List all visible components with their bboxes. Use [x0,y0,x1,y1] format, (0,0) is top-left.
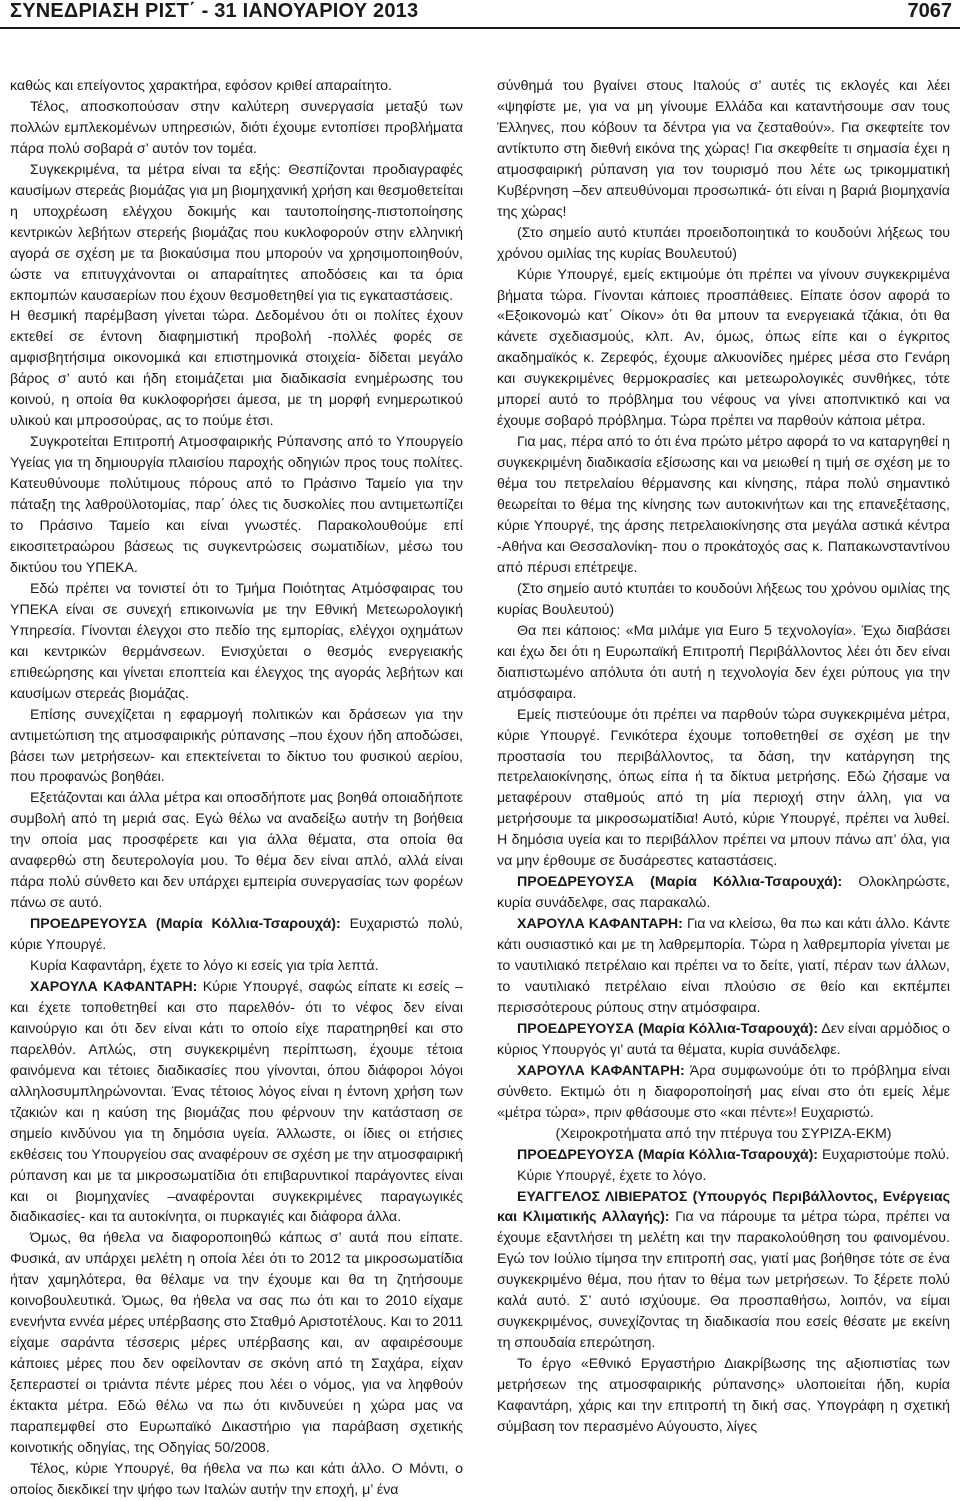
paragraph: Συγκροτείται Επιτροπή Ατμοσφαιρικής Ρύπανσης από το Υπουργείο Υγείας για τη δημιουργία πλαισίου παροχής οδηγιών προς τους πολίτες. Κατευθύνουμε πολύτιμους πόρους από το Πράσινο Ταμείο για την πάταξη της λαθροϋλοτομίας, παρ΄ όλες τις δυσκολίες που αντιμετωπίζει το Πράσινο Ταμείο και είναι γνωστές. Παρακολουθούμε επί εικοσιτετραώρου βάσεως τις συγκεντρώσεις σωματιδίων, μέσω του δικτύου του ΥΠΕΚΑ. [10,434,463,576]
speaker-name: ΠΡΟΕΔΡΕΥΟΥΣΑ (Μαρία Κόλλια-Τσαρουχά): [517,1020,819,1037]
speaker-name: ΠΡΟΕΔΡΕΥΟΥΣΑ (Μαρία Κόλλια-Τσαρουχά): [517,874,843,891]
page-number: 7067 [907,0,952,22]
speech-text: Ευχαριστούμε πολύ. [818,1146,950,1163]
left-column [10,76,463,1498]
paragraph: Κυρία Καφαντάρη, έχετε το λόγο κι εσείς για τρία λεπτά. [30,958,379,975]
speech-text: Ολοκληρώστε, κυρία συνάδελφε, σας παρακαλώ. [497,874,950,912]
paragraph: καθώς και επείγοντος χαρακτήρα, εφόσον κριθεί απαραίτητο. [10,78,392,94]
speaker-name: ΧΑΡΟΥΛΑ ΚΑΦΑΝΤΑΡΗ: [517,916,683,933]
speaker-name: ΠΡΟΕΔΡΕΥΟΥΣΑ (Μαρία Κόλλια-Τσαρουχά): [517,1146,819,1163]
speech [497,1145,950,1166]
stage-direction: (Στο σημείο αυτό κτυπάει το κουδούνι λήξεως του χρόνου ομιλίας της κυρίας Βουλευτού) [497,580,950,618]
speech [10,977,463,1228]
speech-text: Κύριε Υπουργέ, σαφώς είπατε κι εσείς –και έχετε τοποθετηθεί και στο παρελθόν- ότι το νέφος δεν είναι καινούργιο και ότι δεν είναι κάτι το οποίο είχε παρατηρηθεί και στο παρελθόν. Απλώς, στη συγκεκριμένη περίπτωση, έχουμε τέτοια φαινόμενα και τέτοιες διαδικασίες που γίνονται, όπου διάφοροι λόγοι αλληλοσυμπληρώνονται. Ένας τέτοιος λόγος είναι η έντονη χρήση των τζακιών και η καύση της βιομάζας που φέρνουν την κατάσταση σε σημείο κινδύνου για τη δημόσια υγεία. Άλλωστε, οι ίδιες οι ετήσιες εκθέσεις του Υπουργείου σας αναφέρουν σε σχέση με την ατμοσφαιρική ρύπανση και με τα μικροσωματίδια ότι επιβαρυντικοί παράγοντες είναι και οι βιομηχανίες –αναφέρονται συγκεκριμένες παραγωγικές διαδικασίες- και τα αυτοκίνητα, οι πυρκαγιές και διάφορα άλλα. [10,978,463,1226]
paragraph: Εδώ πρέπει να τονιστεί ότι το Τμήμα Ποιότητας Ατμόσφαιρας του ΥΠΕΚΑ είναι σε συνεχή επικοινωνία με την Εθνική Μετεωρολογική Υπηρεσία. Γίνονται έλεγχοι στο πεδίο της εμπορίας, ελέγχοι οχημάτων και κεντρικών θερμάνσεων. Ενισχύεται ο θεσμός ενεργειακής επιθεώρησης και γίνεται εποπτεία και έλεγχος της αγοράς λεβήτων και καυσίμων στερεάς βιομάζας. [10,580,463,702]
paragraph: Εξετάζονται και άλλα μέτρα και οποσδήποτε μας βοηθά οποιαδήποτε συμβολή από τη μεριά σας. Εγώ θέλω να αναδείξω αυτήν τη βοήθεια την οποία μας προσφέρετε και για άλλα θέματα, στα οποία θα αναφερθώ στη δευτερολογία μου. Το θέμα δεν είναι απλό, αλλά είναι πάρα πολύ σύνθετο και δεν υπάρχει εμπειρία συνεργασίας των φορέων πάνω σε αυτό. [10,790,463,912]
speech-text: Για να κλείσω, θα πω και κάτι άλλο. Κάντε κάτι ουσιαστικό και με τη λαθρεμπορία. Τώρα η λαθρεμπορία γίνεται με το ναυτιλιακό πετρέλαιο και πρέπει να το δείτε, γιατί, πέραν των άλλων, το ναυτιλιακό πετρέλαιο είναι πλούσιο σε θείο και εκπέμπει περισσότερους ρύπους στην ατμόσφαιρα. [497,916,951,1016]
speaker-name: ΕΥΑΓΓΕΛΟΣ ΛΙΒΙΕΡΑΤΟΣ (Υπουργός Περιβάλλοντος, Ενέργειας και Κλιματικής Αλλαγής): [497,1188,950,1226]
page-header [0,0,960,28]
paragraph: Επίσης συνεχίζεται η εφαρμογή πολιτικών και δράσεων για την αντιμετώπιση της ατμοσφαιρικής ρύπανσης –που έχουν ήδη αποδώσει, βάσει των μετρήσεων- και επεκτείνεται το δίκτυο του φυσικού αερίου, που προφανώς βοηθάει. [10,706,463,786]
speech [497,1061,950,1124]
paragraph: Συγκεκριμένα, τα μέτρα είναι τα εξής: Θεσπίζονται προδιαγραφές καυσίμων στερεάς βιομάζας για μη βιομηχανική χρήση και θεσμοθετείται η υποχρέωση ελέγχου δοκιμής και ταυτοποίησης-πιστοποίησης κεντρικών λεβήτων στερεής βιομάζας που κυκλοφορούν στην ελληνική αγορά σε σχέση με τα βιοκαύσιμα που μπορούν να χρησιμοποιηθούν, ώστε να επιτυγχάνονται οι απαραίτητες αποδόσεις και τα όρια εκπομπών καυσαερίων που έχουν θεσμοθετηθεί για τις εγκαταστάσεις. [10,161,463,304]
paragraph: Τέλος, κύριε Υπουργέ, θα ήθελα να πω και κάτι άλλο. Ο Μόντι, ο οποίος διεκδικεί την ψήφο των Ιταλών αυτήν την εποχή, μ’ ένα [10,1460,463,1498]
speech-text: Ευχαριστώ πολύ, κύριε Υπουργέ. [10,916,463,954]
speaker-name: ΧΑΡΟΥΛΑ ΚΑΦΑΝΤΑΡΗ: [517,1062,685,1079]
paragraph: Κύριε Υπουργέ, εμείς εκτιμούμε ότι πρέπει να γίνουν συγκεκριμένα βήματα τώρα. Γίνονται κάποιες προσπάθειες. Είπατε όσον αφορά το «Εξοικονομώ κατ΄ Οίκον» ότι θα μπουν τα ενεργειακά τζάκια, ότι θα κάνετε σχεδιασμούς, κλπ. Αν, όμως, όπως είπε και ο έγκριτος ακαδημαϊκός κ. Ζερεφός, έχουμε αλκυονίδες ημέρες μέσα στο Γενάρη και συγκεκριμένες θερμοκρασίες και μετεωρολογικές συνθήκες, τότε μπορεί αυτό το πρόβλημα του νέφους να γίνει αποπνικτικό και να έχουμε σοβαρό πρόβλημα. Τώρα πρέπει να παρθούν κάποια μέτρα. [497,266,950,430]
paragraph: Για μας, πέρα από το ότι ένα πρώτο μέτρο αφορά το να καταργηθεί η συγκεκριμένη διαδικασία εξίσωσης και να μειωθεί η τιμή σε σχέση με το θέμα του πετρελαίου θέρμανσης και κίνησης, πάρα πολύ σημαντικό θεωρείται το θέμα της κίνησης των αυτοκινήτων και της επανεξέτασης, κύριε Υπουργέ, της άρσης πετρελαιοκίνησης στα μεγάλα αστικά κέντρα -Αθήνα και Θεσσαλονίκη- που ο προκάτοχός σας κ. Παπακωνσταντίνου από πέρυσι επέτρεψε. [497,434,950,576]
speech-text: Για να πάρουμε τα μέτρα τώρα, πρέπει να έχουμε εξαντλήσει τη μελέτη και την παρακολούθηση του φαινομένου. Εγώ τον Ιούλιο τίμησα την επιτροπή σας, γιατί μας βοήθησε τότε σε ένα συγκεκριμένο θέμα, που ήταν το θέμα των μετρήσεων. Το ξέρετε πολύ καλά αυτό. Σ’ αυτό ισχύουμε. Θα προσπαθήσω, λοιπόν, να είμαι συγκεκριμένος, συνεχίζοντας τη διαδικασία που εσείς θέσατε με εκείνη τη σπουδαία επερώτηση. [497,1209,950,1352]
paragraph: Η θεσμική παρέμβαση γίνεται τώρα. Δεδομένου ότι οι πολίτες έχουν εκτεθεί σε έντονη διαφημιστική προβολή -πολλές φορές σε αμφισβητήσιμα οικονομικά και επιστημονικά στοιχεία- δίδεται μεγάλο βάρος σ’ αυτό και ήδη ετοιμάζεται μια διαδικασία ενημέρωσης του κοινού, η οποία θα κυκλοφορήσει άμεσα, με τη μορφή ενημερωτικού υλικού και μπροσούρας, ας το πούμε έτσι. [10,308,463,430]
paragraph: Το έργο «Εθνικό Εργαστήριο Διακρίβωσης της αξιοπιστίας των μετρήσεων της ατμοσφαιρικής ρύπανσης» υλοποιείται ήδη, κυρία Καφαντάρη, χάρις και την επιτροπή τη δική σας. Υπογράφη η σχετική σύμβαση τον περασμένο Αύγουστο, λίγες [497,1356,950,1435]
speech [497,914,950,1019]
stage-direction: (Στο σημείο αυτό κτυπάει προειδοποιητικά το κουδούνι λήξεως του χρόνου ομιλίας της κυρίας Βουλευτού) [497,224,950,262]
speech-text: Άρα συμφωνούμε ότι το πρόβλημα είναι σύνθετο. Εκτιμώ ότι η διαφοροποίησή μας είναι στο ότι εμείς λέμε «μέτρα τώρα», πριν φθάσουμε στο «και πέντε»! Ευχαριστώ. [497,1062,950,1121]
speech [497,1019,950,1061]
speech [497,1187,950,1355]
speech [497,872,950,914]
stage-direction: (Χειροκροτήματα από την πτέρυγα του ΣΥΡΙΖΑ-ΕΚΜ) [555,1125,892,1142]
speech-text: Δεν είναι αρμόδιος ο κύριος Υπουργός γι’ αυτά τα θέματα, κυρία συνάδελφε. [497,1020,950,1058]
speaker-name: ΠΡΟΕΔΡΕΥΟΥΣΑ (Μαρία Κόλλια-Τσαρουχά): [30,916,341,933]
paragraph: Κύριε Υπουργέ, έχετε το λόγο. [517,1167,707,1184]
paragraph: Θα πει κάποιος: «Μα μιλάμε για Euro 5 τεχνολογία». Έχω διαβάσει και έχω δει ότι η Ευρωπαϊκή Επιτροπή Περιβάλλοντος λέει ότι δεν είναι διαπιστωμένο απόλυτα ότι αυτή η τεχνολογία δεν έχει ρύπους για την ατμόσφαιρα. [497,622,950,702]
paragraph: Όμως, θα ήθελα να διαφοροποιηθώ κάπως σ’ αυτά που είπατε. Φυσικά, αν υπάρχει μελέτη η οποία λέει ότι το 2012 τα μικροσωματίδια ήταν χαμηλότερα, θα θέλαμε να την έχουμε και θα τη ζητήσουμε κοινοβουλευτικά. Όμως, θα ήθελα να σας πω ότι και το 2010 είχαμε ενενήντα εννέα μέρες υπέρβασης στο Σταθμό Αριστοτέλους. Και το 2011 είχαμε σαράντα τέσσερις μέρες υπέρβασης και, αν αφαιρέσουμε κάποιες μέρες που δεν οφείλονταν σε σκόνη από τη Σαχάρα, είχαν ξεπεραστεί οι τριάντα πέντε μέρες που λέει ο νόμος, για να ληφθούν έκτακτα μέτρα. Εδώ θέλω να πω ότι κινδυνεύει η χώρα μας να παραπεμφθεί στο Ευρωπαϊκό Δικαστήριο για παράβαση σχετικής κοινοτικής οδηγίας, της Οδηγίας 50/2008. [10,1230,463,1456]
right-column [497,76,951,1435]
header-rule [0,27,960,29]
speech [10,914,463,956]
speaker-name: ΧΑΡΟΥΛΑ ΚΑΦΑΝΤΑΡΗ: [30,978,198,995]
paragraph: Τέλος, αποσκοπούσαν στην καλύτερη συνεργασία μεταξύ των πολλών εμπλεκομένων υπηρεσιών, διότι έχουμε εντοπίσει προβλήματα πάρα πολύ σοβαρά σ’ αυτόν τον τομέα. [10,98,463,157]
session-title: ΣΥΝΕΔΡΙΑΣΗ ΡΙΣΤ΄ - 31 ΙΑΝΟΥΑΡΙΟΥ 2013 [10,0,419,22]
paragraph: σύνθημά του βγαίνει στους Ιταλούς σ’ αυτές τις εκλογές και λέει «ψηφίστε με, για να μη γίνουμε Ελλάδα και καταντήσουμε σαν τους Έλληνες, που κόβουν τα δέντρα για να ζεσταθούν». Για σκεφτείτε τον αντίκτυπο στη διεθνή εικόνα της χώρας! Για σκεφθείτε τι σημασία έχει η ατμοσφαιρική ρύπανση για τον τουρισμό που λέτε ως τρικομματική Κυβέρνηση –δεν απευθύνομαι προσωπικά- ότι είναι η βαριά βιομηχανία της χώρας! [497,78,950,220]
paragraph: Εμείς πιστεύουμε ότι πρέπει να παρθούν τώρα συγκεκριμένα μέτρα, κύριε Υπουργέ. Γενικότερα έχουμε τοποθετηθεί σε σχέση με την προστασία του περιβάλλοντος, τα δάση, την κατάργηση της πετρελαιοκίνησης, όπως είπα ή τα δίκτυα μετρήσης. Εδώ ζήσαμε να μεταφέρουν σταθμούς από τη μία περιοχή στην άλλη, για να μετρήσουμε τα μικροσωματίδια! Αυτό, κύριε Υπουργέ, πρέπει να λυθεί. Η δημόσια υγεία και το περιβάλλον πρέπει να μπουν πάνω απ’ όλα, για να μην έρθουμε σε δυσάρεστες καταστάσεις. [497,706,950,870]
